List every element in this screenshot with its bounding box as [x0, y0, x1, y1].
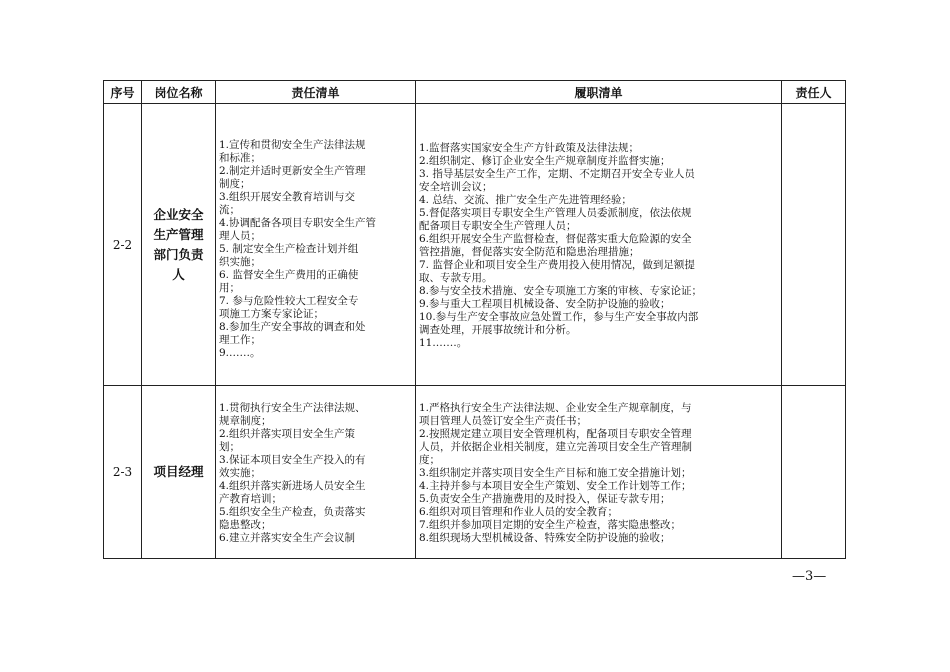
list-line: 流；: [219, 204, 240, 216]
list-line: 3.保证本项目安全生产投入的有: [219, 453, 366, 466]
row-responsibility-list: [216, 386, 416, 559]
position-line: 人: [172, 266, 185, 282]
list-line: 7.组织并参加项目定期的安全生产检查，落实隐患整改；: [419, 518, 682, 531]
list-line: 和标准；: [219, 152, 261, 164]
list-line: 1.严格执行安全生产法律法规、企业安全生产规章制度，与: [419, 401, 692, 414]
list-line: 安全培训会议；: [419, 180, 493, 193]
list-line: 4.主持并参与本项目安全生产策划、安全工作计划等工作；: [419, 479, 692, 492]
list-line: 效实施；: [219, 466, 261, 479]
row-person: [782, 386, 846, 559]
list-line: 8.组织现场大型机械设备、特殊安全防护设施的验收；: [419, 531, 671, 544]
header-person: 责任人: [782, 81, 846, 104]
list-line: 2.制定并适时更新安全生产管理: [219, 165, 366, 177]
list-line: 5.督促落实项目专职安全生产管理人员委派制度，依法依规: [419, 206, 692, 219]
row-person: [782, 104, 846, 386]
row-duty-list: [416, 104, 782, 386]
list-line: 3.组织制定并落实项目安全生产目标和施工安全措施计划；: [419, 466, 692, 479]
row-index: 2-2: [104, 104, 142, 386]
list-line: 产教育培训；: [219, 492, 282, 505]
list-line: 隐患整改；: [219, 518, 272, 531]
list-line: 7. 参与危险性较大工程安全专: [219, 295, 359, 307]
list-line: 理人员；: [219, 230, 261, 242]
list-line: 1.贯彻执行安全生产法律法规、: [219, 401, 366, 414]
list-line: 1.监督落实国家安全生产方针政策及法律法规；: [419, 141, 640, 154]
list-line: 度；: [419, 453, 440, 466]
list-line: 9.参与重大工程项目机械设备、安全防护设施的验收；: [419, 297, 671, 310]
list-line: 4. 总结、交流、推广安全生产先进管理经验；: [419, 193, 632, 206]
responsibility-table: [103, 80, 846, 559]
position-line: 部门负责: [153, 246, 204, 262]
list-line: 6.建立并落实安全生产会议制: [219, 531, 356, 544]
list-line: 配备项目专职安全生产管理人员；: [419, 219, 577, 232]
list-line: 4.组织并落实新进场人员安全生: [219, 479, 366, 492]
list-line: 4.协调配备各项目专职安全生产管: [219, 217, 377, 229]
list-line: 9.……。: [219, 347, 261, 359]
list-line: 8.参加生产安全事故的调查和处: [219, 321, 366, 333]
list-line: 管控措施，督促落实安全防范和隐患治理措施；: [419, 245, 640, 258]
list-line: 2.按照规定建立项目安全管理机构，配备项目专职安全管理: [419, 427, 692, 440]
table-header-row: [104, 81, 846, 104]
row-position: [142, 104, 216, 386]
list-line: 调查处理，开展事故统计和分析。: [419, 323, 577, 336]
list-line: 2.组织并落实项目安全生产策: [219, 427, 356, 440]
list-line: 10.参与生产安全事故应急处置工作，参与生产安全事故内部: [419, 310, 699, 323]
list-line: 6.组织对项目管理和作业人员的安全教育；: [419, 505, 619, 518]
table-row: [104, 386, 846, 559]
row-index: 2-3: [104, 386, 142, 559]
position-line: 企业安全: [153, 206, 204, 222]
list-line: 3. 指导基层安全生产工作，定期、不定期召开安全专业人员: [419, 167, 695, 180]
list-line: 项目管理人员签订安全生产责任书；: [419, 414, 587, 427]
position-line: 生产管理: [153, 226, 204, 242]
list-line: 5.组织安全生产检查，负责落实: [219, 505, 366, 518]
list-line: 2.组织制定、修订企业安全生产规章制度并监督实施；: [419, 154, 671, 167]
row-position: [142, 386, 216, 559]
list-line: 划；: [219, 440, 240, 453]
list-line: 项施工方案专家论证；: [219, 308, 324, 320]
list-line: 3.组织开展安全教育培训与交: [219, 191, 356, 203]
list-line: 8.参与安全技术措施、安全专项施工方案的审核、专家论证；: [419, 284, 703, 297]
list-line: 取、专款专用。: [419, 271, 493, 284]
list-line: 制度；: [219, 178, 251, 190]
list-line: 11.……。: [419, 336, 468, 349]
list-line: 织实施；: [219, 256, 261, 268]
list-line: 1.宣传和贯彻安全生产法律法规: [219, 139, 366, 151]
header-position: 岗位名称: [142, 81, 216, 104]
position-line: 项目经理: [153, 464, 204, 479]
list-line: 5. 制定安全生产检查计划并组: [219, 243, 359, 255]
row-duty-list: [416, 386, 782, 559]
header-responsibility: 责任清单: [216, 81, 416, 104]
list-line: 6. 监督安全生产费用的正确使: [219, 269, 359, 281]
list-line: 7. 监督企业和项目安全生产费用投入使用情况，做到足额提: [419, 258, 695, 271]
list-line: 理工作；: [219, 334, 261, 346]
list-line: 5.负责安全生产措施费用的及时投入，保证专款专用；: [419, 492, 671, 505]
list-line: 用；: [219, 282, 240, 294]
table-row: [104, 104, 846, 386]
header-index: 序号: [104, 81, 142, 104]
page-number: —3—: [792, 569, 827, 584]
list-line: 规章制度；: [219, 414, 272, 427]
list-line: 6.组织开展安全生产监督检查，督促落实重大危险源的安全: [419, 232, 692, 245]
row-responsibility-list: [216, 104, 416, 386]
header-duty: 履职清单: [416, 81, 782, 104]
list-line: 人员，并依据企业相关制度，建立完善项目安全生产管理制: [419, 440, 692, 453]
